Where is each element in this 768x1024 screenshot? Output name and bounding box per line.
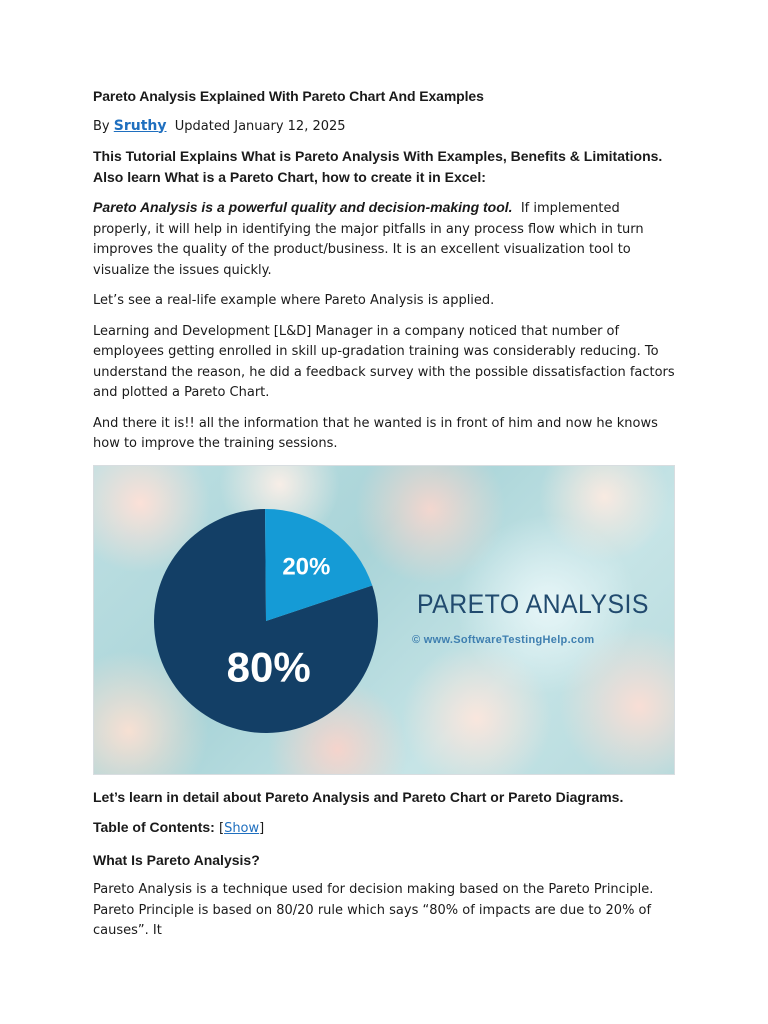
lead-paragraph xyxy=(93,197,675,281)
pareto-pie-chart xyxy=(94,466,675,775)
hero-heading: PARETO ANALYSIS xyxy=(417,588,649,619)
section-paragraph: Pareto Analysis is a technique used for decision making based on the Pareto Principle. Pareto Principle is based on 80/20 rule which says “80% of impacts are due to 20% of causes”. It xyxy=(93,882,654,938)
section-heading: What Is Pareto Analysis? xyxy=(93,851,260,868)
lead-italic: Pareto Analysis is a powerful quality and decision-making tool. xyxy=(93,199,513,215)
byline xyxy=(93,116,675,138)
article-body xyxy=(93,86,675,952)
example-paragraph: Let’s see a real-life example where Pareto Analysis is applied. xyxy=(93,293,495,308)
result-paragraph: And there it is!! all the information that he wanted is in front of him and now he knows how to improve the training sessions. xyxy=(93,415,658,451)
toc-open-bracket: [ xyxy=(218,821,225,836)
intro-summary: This Tutorial Explains What is Pareto Analysis With Examples, Benefits & Limitations. Also learn What is a Pareto Chart, how to create it in Excel: xyxy=(93,148,663,185)
author-link[interactable]: Sruthy xyxy=(113,117,167,134)
toc-show-link[interactable]: Show xyxy=(224,821,260,836)
hero-credit: © www.SoftwareTestingHelp.com xyxy=(412,633,595,646)
byline-prefix: By xyxy=(93,118,110,134)
detail-intro: Let’s learn in detail about Pareto Analysis and Pareto Chart or Pareto Diagrams. xyxy=(93,788,624,805)
article-title: Pareto Analysis Explained With Pareto Chart And Examples xyxy=(93,88,484,104)
lead-rest: If implemented properly, it will help in identifying the major pitfalls in any process flow which in turn improves the quality of the product/business. It is an excellent visualization tool to visualize the issues quickly. xyxy=(93,201,644,278)
pie-label-major: 80% xyxy=(226,642,311,690)
pie-label-minor: 20% xyxy=(282,552,331,580)
updated-date: Updated January 12, 2025 xyxy=(174,118,346,134)
toc-close-bracket: ] xyxy=(259,821,265,836)
table-of-contents xyxy=(93,817,675,840)
ld-paragraph: Learning and Development [L&D] Manager in a company noticed that number of employees getting enrolled in skill up-gradation training was considerably reducing. To understand the reason, he did a feedback survey with the possible dissatisfaction factors and plotted a Pareto Chart. xyxy=(93,323,675,400)
toc-label: Table of Contents: xyxy=(93,819,215,835)
pareto-hero-image xyxy=(93,465,675,775)
